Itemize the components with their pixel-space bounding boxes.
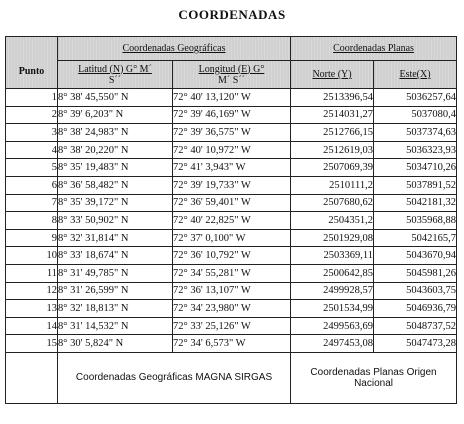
header-group-geographic (58, 37, 291, 61)
coordinates-table (5, 36, 457, 404)
longitude-cell: 72° 36' 59,401" W (173, 194, 291, 212)
latitude-cell: 8° 31' 14,532" N (58, 317, 173, 335)
header-latitude (58, 61, 173, 89)
table-row (6, 300, 457, 318)
header-este-label: Este(X) (399, 69, 431, 80)
norte-cell: 2507069,39 (291, 159, 374, 177)
footer-geographic-note: Coordenadas Geográficas MAGNA SIRGAS (58, 352, 291, 403)
longitude-cell: 72° 40' 13,120" W (173, 89, 291, 107)
table-row (6, 335, 457, 353)
point-number-cell: 8 (6, 212, 58, 230)
norte-cell: 2501534,99 (291, 300, 374, 318)
este-cell: 5046936,79 (374, 300, 457, 318)
header-group-plane-label: Coordenadas Planas (333, 43, 414, 54)
table-row (6, 159, 457, 177)
footer-plane-note (291, 352, 457, 403)
norte-cell: 2504351,2 (291, 212, 374, 230)
este-cell: 5048737,52 (374, 317, 457, 335)
latitude-cell: 8° 33' 50,902" N (58, 212, 173, 230)
longitude-cell: 72° 39' 19,733" W (173, 176, 291, 194)
longitude-cell: 72° 37' 0,100" W (173, 229, 291, 247)
latitude-cell: 8° 31' 26,599" N (58, 282, 173, 300)
latitude-cell: 8° 38' 45,550" N (58, 89, 173, 107)
table-row (6, 141, 457, 159)
table-row (6, 124, 457, 142)
longitude-cell: 72° 40' 10,972" W (173, 141, 291, 159)
latitude-cell: 8° 33' 18,674" N (58, 247, 173, 265)
este-cell: 5043670,94 (374, 247, 457, 265)
longitude-cell: 72° 40' 22,825" W (173, 212, 291, 230)
este-cell: 5042165,7 (374, 229, 457, 247)
longitude-cell: 72° 36' 13,107" W (173, 282, 291, 300)
table-row (6, 264, 457, 282)
norte-cell: 2499563,69 (291, 317, 374, 335)
point-number-cell: 14 (6, 317, 58, 335)
norte-cell: 2514031,27 (291, 106, 374, 124)
point-number-cell: 10 (6, 247, 58, 265)
footer-plane-note-line1: Coordenadas Planas Origen (310, 366, 437, 378)
longitude-cell: 72° 39' 36,575" W (173, 124, 291, 142)
latitude-cell: 8° 35' 39,172" N (58, 194, 173, 212)
longitude-cell: 72° 33' 25,126" W (173, 317, 291, 335)
norte-cell: 2513396,54 (291, 89, 374, 107)
table-row (6, 229, 457, 247)
header-latitude-line2: S´´ (108, 74, 122, 86)
este-cell: 5037374,63 (374, 124, 457, 142)
table-row (6, 176, 457, 194)
point-number-cell: 13 (6, 300, 58, 318)
point-number-cell: 3 (6, 124, 58, 142)
point-number-cell: 15 (6, 335, 58, 353)
header-longitude-line1: Longitud (E) G° (198, 63, 265, 75)
header-latitude-line1: Latitud (N) G° M´ (78, 63, 152, 75)
header-norte-label: Norte (Y) (312, 69, 352, 80)
norte-cell: 2507680,62 (291, 194, 374, 212)
este-cell: 5042181,32 (374, 194, 457, 212)
latitude-cell: 8° 31' 49,785" N (58, 264, 173, 282)
norte-cell: 2501929,08 (291, 229, 374, 247)
longitude-cell: 72° 39' 46,169" W (173, 106, 291, 124)
este-cell: 5034710,26 (374, 159, 457, 177)
coordinates-rows (6, 89, 457, 353)
norte-cell: 2512766,15 (291, 124, 374, 142)
footer-blank-cell (6, 352, 58, 403)
latitude-cell: 8° 38' 20,220" N (58, 141, 173, 159)
table-row (6, 317, 457, 335)
norte-cell: 2503369,11 (291, 247, 374, 265)
latitude-cell: 8° 35' 19,483" N (58, 159, 173, 177)
latitude-cell: 8° 30' 5,824" N (58, 335, 173, 353)
este-cell: 5043603,75 (374, 282, 457, 300)
header-longitude-line2: M´ S´´ (218, 74, 245, 86)
point-number-cell: 11 (6, 264, 58, 282)
table-row (6, 247, 457, 265)
longitude-cell: 72° 36' 10,792" W (173, 247, 291, 265)
point-number-cell: 2 (6, 106, 58, 124)
longitude-cell: 72° 34' 55,281" W (173, 264, 291, 282)
latitude-cell: 8° 32' 31,814" N (58, 229, 173, 247)
norte-cell: 2500642,85 (291, 264, 374, 282)
point-number-cell: 9 (6, 229, 58, 247)
table-row (6, 106, 457, 124)
header-group-geographic-label: Coordenadas Geográficas (122, 43, 226, 54)
longitude-cell: 72° 34' 6,573" W (173, 335, 291, 353)
este-cell: 5036257,64 (374, 89, 457, 107)
header-punto: Punto (6, 37, 58, 89)
document-title: COORDENADAS (178, 7, 286, 22)
table-row (6, 212, 457, 230)
table-row (6, 282, 457, 300)
point-number-cell: 4 (6, 141, 58, 159)
point-number-cell: 12 (6, 282, 58, 300)
point-number-cell: 1 (6, 89, 58, 107)
header-este (374, 61, 457, 89)
point-number-cell: 7 (6, 194, 58, 212)
latitude-cell: 8° 36' 58,482" N (58, 176, 173, 194)
point-number-cell: 5 (6, 159, 58, 177)
latitude-cell: 8° 32' 18,813" N (58, 300, 173, 318)
norte-cell: 2499928,57 (291, 282, 374, 300)
norte-cell: 2512619,03 (291, 141, 374, 159)
point-number-cell: 6 (6, 176, 58, 194)
latitude-cell: 8° 38' 24,983" N (58, 124, 173, 142)
longitude-cell: 72° 41' 3,943" W (173, 159, 291, 177)
norte-cell: 2510111,2 (291, 176, 374, 194)
este-cell: 5035968,88 (374, 212, 457, 230)
este-cell: 5045981,26 (374, 264, 457, 282)
este-cell: 5047473,28 (374, 335, 457, 353)
header-longitude (173, 61, 291, 89)
longitude-cell: 72° 34' 23,980" W (173, 300, 291, 318)
latitude-cell: 8° 39' 6,203" N (58, 106, 173, 124)
footer-plane-note-line2: Nacional (354, 377, 393, 389)
table-row (6, 194, 457, 212)
table-row (6, 89, 457, 107)
header-norte (291, 61, 374, 89)
header-group-plane (291, 37, 457, 61)
este-cell: 5036323,93 (374, 141, 457, 159)
este-cell: 5037891,52 (374, 176, 457, 194)
norte-cell: 2497453,08 (291, 335, 374, 353)
este-cell: 5037080,4 (374, 106, 457, 124)
